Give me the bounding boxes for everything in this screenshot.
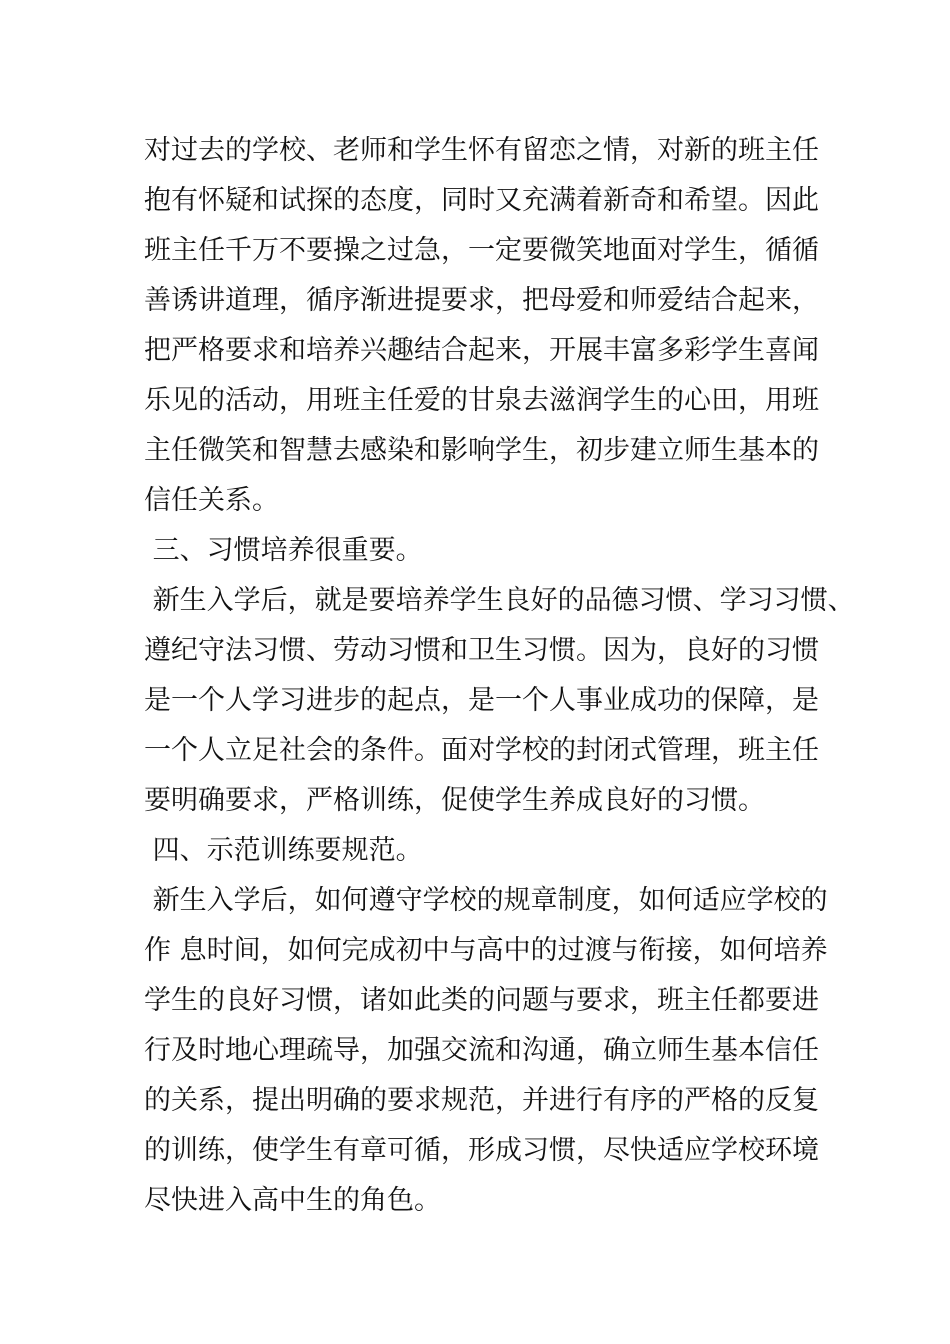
text-line: 新生入学后，就是要培养学生良好的品德习惯、学习习惯、 [144, 585, 855, 616]
text-line: 对过去的学校、老师和学生怀有留恋之情，对新的班主任 [144, 135, 819, 166]
text-line: 一个人立足社会的条件。面对学校的封闭式管理，班主任 [144, 735, 819, 766]
body-text [144, 126, 855, 1226]
section-heading: 三、习惯培养很重要。 [144, 535, 423, 566]
text-line: 尽快进入高中生的角色。 [144, 1185, 441, 1216]
text-line: 善诱讲道理，循序渐进提要求，把母爱和师爱结合起来， [144, 285, 819, 316]
text-line: 学生的良好习惯，诸如此类的问题与要求，班主任都要进 [144, 985, 819, 1016]
text-line: 新生入学后，如何遵守学校的规章制度，如何适应学校的 [144, 885, 828, 916]
text-line: 是一个人学习进步的起点，是一个人事业成功的保障，是 [144, 685, 819, 716]
text-line: 遵纪守法习惯、劳动习惯和卫生习惯。因为，良好的习惯 [144, 635, 819, 666]
text-line: 乐见的活动，用班主任爱的甘泉去滋润学生的心田，用班 [144, 385, 819, 416]
text-line: 行及时地心理疏导，加强交流和沟通，确立师生基本信任 [144, 1035, 819, 1066]
text-line: 班主任千万不要操之过急，一定要微笑地面对学生，循循 [144, 235, 819, 266]
text-line: 要明确要求，严格训练，促使学生养成良好的习惯。 [144, 785, 765, 816]
text-line: 主任微笑和智慧去感染和影响学生，初步建立师生基本的 [144, 435, 819, 466]
text-line: 作 息时间，如何完成初中与高中的过渡与衔接，如何培养 [144, 935, 828, 966]
text-line: 的关系，提出明确的要求规范，并进行有序的严格的反复 [144, 1085, 819, 1116]
text-line: 的训练，使学生有章可循，形成习惯，尽快适应学校环境 [144, 1135, 819, 1166]
text-line: 把严格要求和培养兴趣结合起来，开展丰富多彩学生喜闻 [144, 335, 819, 366]
text-line: 信任关系。 [144, 485, 279, 516]
section-heading: 四、示范训练要规范。 [144, 835, 423, 866]
text-line: 抱有怀疑和试探的态度，同时又充满着新奇和希望。因此 [144, 185, 819, 216]
